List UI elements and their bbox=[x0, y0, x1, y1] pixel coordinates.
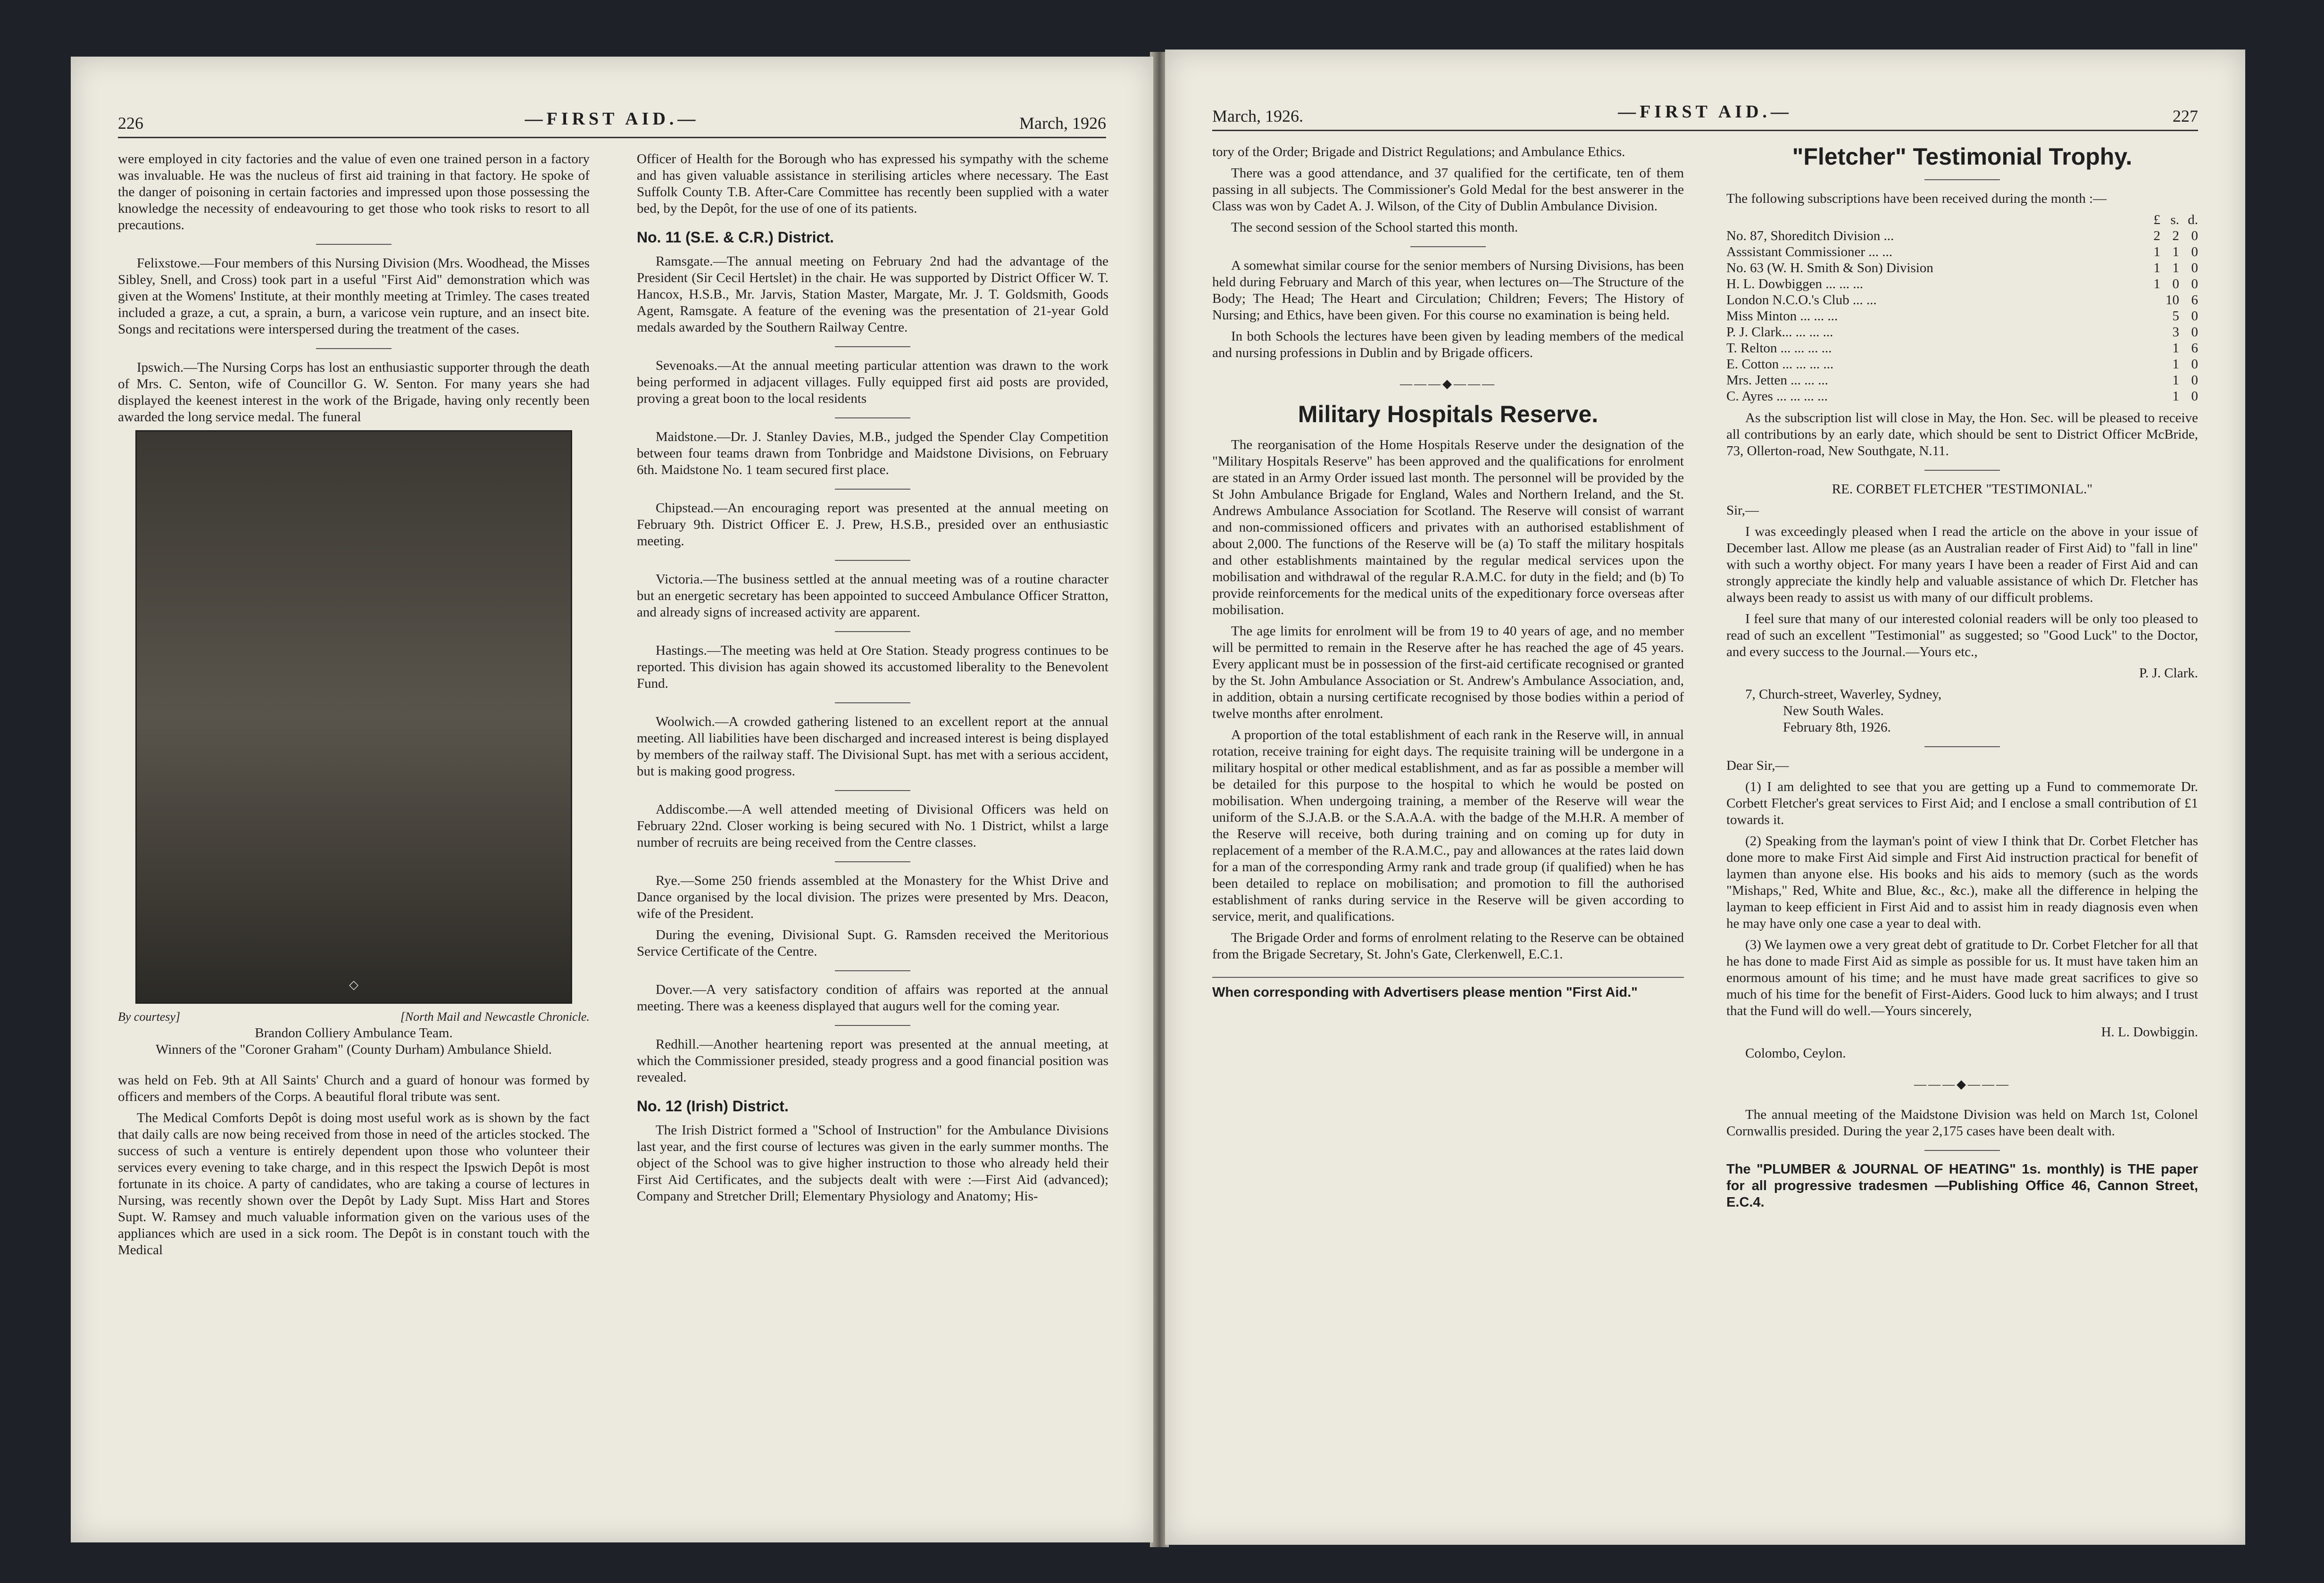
paragraph-chipstead: Chipstead.—An encouraging report was presented at the annual meeting on February 9th. District Officer E. J. Prew, H.S.B., presided over an enthusiastic meeting. bbox=[637, 500, 1108, 549]
subscription-row bbox=[1726, 244, 2198, 260]
right-column-2 bbox=[1726, 144, 2198, 1216]
amount-pence: 0 bbox=[2191, 308, 2198, 324]
paragraph-irish-district: The Irish District formed a "School of Instruction" for the Ambulance Divisions last year, and the first course of lectures was given in the early summer months. The object of the School was to give higher instruction to those who already held their First Aid Certificates, and the subjects dealt with were :—First Aid (advanced); Company and Stretcher Drill; Elementary Physiology and Anatomy; His- bbox=[637, 1123, 1108, 1204]
subscription-row bbox=[1726, 340, 2198, 356]
amount-pounds: 1 bbox=[2153, 260, 2160, 275]
subscriber-name: Asssistant Commissioner ... ... bbox=[1726, 244, 1893, 259]
masthead: —FIRST AID.— bbox=[525, 109, 700, 129]
subscription-row bbox=[1726, 260, 2198, 276]
article-title: "Fletcher" Testimonial Trophy. bbox=[1792, 143, 2132, 170]
amount-pence: 0 bbox=[2191, 389, 2198, 404]
table-header-row bbox=[1726, 212, 2198, 228]
paragraph-redhill: Redhill.—Another heartening report was presented at the annual meeting, at which the Commissioner presided, steady progress and a good financial position was revealed. bbox=[637, 1037, 1108, 1085]
amount-pence: 0 bbox=[2191, 260, 2198, 275]
amount-pounds bbox=[2141, 372, 2160, 388]
amount-shillings: 2 bbox=[2172, 228, 2179, 243]
subscriber-name: P. J. Clark... ... ... ... bbox=[1726, 325, 1833, 340]
paragraph: The second session of the School started this month. bbox=[1231, 220, 1518, 235]
left-page bbox=[71, 57, 1153, 1542]
subscription-row bbox=[1726, 324, 2198, 340]
amount-shillings: 1 bbox=[2172, 389, 2179, 404]
subscriber-name: No. 87, Shoreditch Division ... bbox=[1726, 228, 1894, 243]
paragraph-rye: Rye.—Some 250 friends assembled at the Monastery for the Whist Drive and Dance organised by the local division. The prizes were presented by Mrs. Deacon, wife of the President. bbox=[637, 873, 1108, 921]
divider bbox=[835, 417, 910, 418]
team-photograph bbox=[135, 430, 572, 1004]
paragraph-woolwich: Woolwich.—A crowded gathering listened to an excellent report at the annual meeting. All liabilities have been discharged and increased interest is being displayed by members of the railway staff. The Divisional Supt. has met with a serious accident, but is making good progress. bbox=[637, 714, 1109, 779]
photo-caption-subtitle: Winners of the "Coroner Graham" (County Durham) Ambulance Shield. bbox=[156, 1042, 552, 1057]
amount-shillings: 1 bbox=[2172, 357, 2179, 372]
paragraph: There was a good attendance, and 37 qualified for the certificate, ten of them passing in all subjects. The Commissioner's Gold Medal for the best answerer in the Class was won by Cadet A. J. Wilson, of the City of Dublin Ambulance Division. bbox=[1212, 166, 1684, 214]
letter-address: New South Wales. bbox=[1783, 703, 1884, 718]
divider bbox=[835, 861, 910, 862]
divider bbox=[835, 560, 910, 561]
letter-address: 7, Church-street, Waverley, Sydney, bbox=[1745, 687, 1942, 702]
amount-shillings: 3 bbox=[2172, 325, 2179, 340]
paragraph-maidstone: Maidstone.—Dr. J. Stanley Davies, M.B., judged the Spender Clay Competition between four teams drawn from Tonbridge and Maidstone Divisions, on February 6th. Maidstone No. 1 team secured first place. bbox=[637, 429, 1108, 477]
letter-salutation: Sir,— bbox=[1726, 503, 1759, 518]
paragraph-ramsgate: Ramsgate.—The annual meeting on February 2nd had the advantage of the President (Sir Cecil Hertslet) in the chair. He was supported by District Officer W. T. Hancox, H.S.B., Mr. Jarvis, Station Master, Margate, Mr. J. T. Goldsmith, Goods Agent, Ramsgate. A feature of the evening was the presentation of 21-year Gold medals awarded by the Southern Railway Centre. bbox=[637, 254, 1108, 335]
paragraph-rye-continued: During the evening, Divisional Supt. G. Ramsden received the Meritorious Service Certificate of the Centre. bbox=[637, 927, 1108, 959]
divider bbox=[316, 244, 391, 245]
amount-pounds bbox=[2141, 308, 2160, 324]
paragraph: A somewhat similar course for the senior members of Nursing Divisions, has been held during February and March of this year, when lectures on—The Structure of the Body; The Head; The Heart and Circulation; Children; Fevers; The History of Nursing; and Ethics, have been given. For this course no examination is being held. bbox=[1212, 258, 1684, 323]
right-page-header bbox=[1212, 97, 2198, 131]
subscription-row bbox=[1726, 388, 2198, 404]
amount-pence: 0 bbox=[2191, 325, 2198, 340]
amount-pence: 6 bbox=[2191, 341, 2198, 356]
issue-date: March, 1926. bbox=[1212, 107, 1303, 125]
letter-place: Colombo, Ceylon. bbox=[1745, 1046, 1846, 1061]
amount-shillings: 1 bbox=[2172, 260, 2179, 275]
paragraph-dover: Dover.—A very satisfactory condition of affairs was reported at the annual meeting. There was a keeness displayed that augurs well for the coming year. bbox=[637, 982, 1108, 1014]
paragraph: Officer of Health for the Borough who has expressed his sympathy with the scheme and has given valuable assistance in sterilising articles where necessary. The East Suffolk County T.B. After-Care Committee has recently been supplied with a water bed, by the Depôt, for the use of one of its patients. bbox=[637, 151, 1108, 216]
subscriber-name: No. 63 (W. H. Smith & Son) Division bbox=[1726, 260, 1933, 275]
amount-shillings: 0 bbox=[2172, 276, 2179, 292]
amount-shillings: 1 bbox=[2172, 341, 2179, 356]
amount-pounds bbox=[2141, 292, 2160, 308]
amount-pence: 0 bbox=[2191, 357, 2198, 372]
paragraph-addiscombe: Addiscombe.—A well attended meeting of Divisional Officers was held on February 22nd. Closer working is being secured with No. 1 District, whilst a large number of recruits are being received from the Centre classes. bbox=[637, 802, 1108, 850]
masthead: —FIRST AID.— bbox=[1618, 102, 1792, 122]
amount-pounds: 2 bbox=[2153, 228, 2160, 243]
paragraph-sevenoaks: Sevenoaks.—At the annual meeting particular attention was drawn to the work being performed in adjacent villages. Fully equipped first aid posts are provided, proving a great boon to the local residents bbox=[637, 358, 1108, 406]
amount-pence: 0 bbox=[2191, 276, 2198, 292]
letter-signature: H. L. Dowbiggin. bbox=[2101, 1025, 2198, 1040]
paragraph-depot: The Medical Comforts Depôt is doing most useful work as is shown by the fact that daily calls are now being received from those in need of the articles stocked. The success of such a venture is entirely dependent upon those who volunteer their services every evening to take charge, and in this respect the Ipswich Depôt is most fortunate in its choice. A party of candidates, who are taking a course of lectures in Nursing, was recently shown over the Depôt by Lady Supt. Miss Hart and Stores Supt. W. Ramsey and much valuable information given on the various uses of the appliances which are used in a sick room. The Depôt is in constant touch with the Medical bbox=[118, 1110, 590, 1258]
left-column-2 bbox=[637, 151, 1108, 1209]
paragraph: I feel sure that many of our interested colonial readers will be only too pleased to read of such an excellent "Testimonial" as suggested; so "Good Luck" to the Doctor, and every success to the Journal.—Yours etc., bbox=[1726, 611, 2198, 659]
amount-shillings: 5 bbox=[2172, 308, 2179, 324]
subscription-row bbox=[1726, 292, 2198, 308]
paragraph-maidstone-note: The annual meeting of the Maidstone Division was held on March 1st, Colonel Cornwallis presided. During the year 2,175 cases have been dealt with. bbox=[1726, 1107, 2198, 1139]
advertisement: The "PLUMBER & JOURNAL OF HEATING" 1s. monthly) is THE paper for all progressive tradesmen —Publishing Office 46, Cannon Street, E.C.4. bbox=[1726, 1162, 2198, 1210]
divider bbox=[835, 790, 910, 791]
section-heading: No. 11 (S.E. & C.R.) District. bbox=[637, 229, 834, 246]
subscription-row bbox=[1726, 372, 2198, 388]
subscriber-name: H. L. Dowbiggen ... ... ... bbox=[1726, 276, 1863, 292]
amount-shillings: 1 bbox=[2172, 373, 2179, 388]
amount-pounds bbox=[2141, 340, 2160, 356]
paragraph: As the subscription list will close in May, the Hon. Sec. will be pleased to receive all contributions by an early date, which should be sent to District Officer McBride, 73, Ollerton-road, New Southgate, N.11. bbox=[1726, 410, 2198, 458]
paragraph: A proportion of the total establishment of each rank in the Reserve will, in annual rotation, receive training for eight days. The requisite training will be undergone in a military hospital or other medical establishment, and as far as possible a member will be detailed for this purpose to the hospital to which he would be posted on mobilisation. When undergoing training, a member of the Reserve will wear the uniform of the S.J.A.B. or the S.A.A.A. with the badge of the M.H.R. A member of the Reserve will receive, both during training and on coming up for duty in replacement of a member of the R.A.M.C., pay and allowances at the rates laid down for a man of the corresponding Army rank and trade group (if qualified) when he has been detailed to replace on mobilisation; and promotion to fill the authorised establishment of ranks during service in the Reserve will be given according to service, merit, and qualifications. bbox=[1212, 727, 1684, 924]
divider bbox=[1924, 1150, 2000, 1151]
divider bbox=[835, 346, 910, 347]
divider bbox=[1924, 470, 2000, 471]
amount-pounds: 1 bbox=[2153, 276, 2160, 292]
subscriber-name: Miss Minton ... ... ... bbox=[1726, 308, 1838, 324]
amount-pounds: 1 bbox=[2153, 244, 2160, 259]
divider bbox=[835, 970, 910, 971]
paragraph: I was exceedingly pleased when I read the article on the above in your issue of December last. Allow me please (as an Australian reader of First Aid) to "fall in line" with such a worthy object. For many years I have been a reader of First Aid and can strongly appreciate the kindly help and valuable assistance of which Dr. Fletcher has always been ready to assist us with many of our difficult problems. bbox=[1726, 524, 2198, 605]
page-number: 226 bbox=[118, 114, 143, 133]
currency-pounds: £ bbox=[2153, 212, 2160, 227]
left-column-1 bbox=[118, 151, 590, 1263]
left-page-header bbox=[118, 104, 1106, 138]
divider bbox=[835, 631, 910, 632]
amount-shillings: 10 bbox=[2166, 292, 2179, 308]
letter-salutation: Dear Sir,— bbox=[1726, 758, 1789, 773]
divider bbox=[1410, 246, 1486, 247]
subscription-row bbox=[1726, 228, 2198, 244]
amount-pence: 0 bbox=[2191, 228, 2198, 243]
divider bbox=[316, 348, 391, 349]
issue-date: March, 1926 bbox=[1019, 114, 1106, 133]
paragraph: The following subscriptions have been received during the month :— bbox=[1726, 191, 2107, 206]
paragraph-victoria: Victoria.—The business settled at the annual meeting was of a routine character but an energetic secretary has been appointed to succeed Ambulance Officer Stratton, and already signs of increased activity are apparent. bbox=[637, 572, 1108, 620]
subscriber-name: Mrs. Jetten ... ... ... bbox=[1726, 373, 1828, 388]
paragraph: were employed in city factories and the value of even one trained person in a factory was invaluable. He was the nucleus of first aid training in that factory. He spoke of the danger of poisoning in certain factories and impressed upon those possessing the knowledge the necessity of endeavouring to get those who took risks to resort to all precautions. bbox=[118, 151, 590, 233]
photo-placeholder: ◇ bbox=[349, 977, 358, 991]
paragraph-hastings: Hastings.—The meeting was held at Ore Station. Steady progress continues to be reported. This division has again showed its accustomed liberality to the Benevolent Fund. bbox=[637, 643, 1108, 691]
amount-pounds bbox=[2141, 356, 2160, 372]
paragraph: (2) Speaking from the layman's point of view I think that Dr. Corbet Fletcher has done more to make First Aid simple and First Aid instruction practical for benefit of laymen than anyone else. His books and his aids to memory (such as the words "Mishaps," Red, White and Blue, &c., &c.), make all the difference in helping the layman to keep efficient in First Aid and to assist him in ready diagnosis even when he may have only one case a year to deal with. bbox=[1726, 833, 2198, 931]
article-title: Military Hospitals Reserve. bbox=[1298, 401, 1599, 427]
amount-shillings: 1 bbox=[2172, 244, 2179, 259]
photo-caption-title: Brandon Colliery Ambulance Team. bbox=[255, 1025, 453, 1041]
divider bbox=[835, 1025, 910, 1026]
section-heading: No. 12 (Irish) District. bbox=[637, 1098, 789, 1115]
paragraph: The reorganisation of the Home Hospitals Reserve under the designation of the "Military Hospitals Reserve" has been approved and the qualifications for enrolment are stated in an Army Order issued last month. The personnel will be provided by the St John Ambulance Brigade for England, Wales and Northern Ireland, and the St. Andrews Ambulance Association for Scotland. The Reserve will consist of warrant and non-commissioned officers and privates with an authorised establishment of about 2,000. The functions of the Reserve will be (a) To staff the military hospitals and other establishments maintained by the regular medical services upon the mobilisation and withdrawal of the regular R.A.M.C. for duty in the field; and (b) To provide reinforcements for the medical units of the expeditionary force overseas after mobilisation. bbox=[1212, 437, 1684, 617]
subscription-row bbox=[1726, 308, 2198, 324]
letter-title: RE. CORBET FLETCHER "TESTIMONIAL." bbox=[1832, 482, 2093, 497]
divider bbox=[835, 489, 910, 490]
subscription-row bbox=[1726, 276, 2198, 292]
subscriber-name: T. Relton ... ... ... ... bbox=[1726, 341, 1832, 356]
amount-pounds bbox=[2141, 324, 2160, 340]
amount-pence: 0 bbox=[2191, 373, 2198, 388]
amount-pence: 6 bbox=[2191, 292, 2198, 308]
amount-pence: 0 bbox=[2191, 244, 2198, 259]
right-column-1 bbox=[1212, 144, 1684, 1006]
paragraph: tory of the Order; Brigade and District Regulations; and Ambulance Ethics. bbox=[1212, 144, 1625, 159]
letter-date: February 8th, 1926. bbox=[1783, 720, 1891, 735]
paragraph: was held on Feb. 9th at All Saints' Church and a guard of honour was formed by officers and members of the Corps. A beautiful floral tribute was sent. bbox=[118, 1073, 590, 1104]
divider bbox=[1924, 746, 2000, 747]
paragraph-felixstowe: Felixstowe.—Four members of this Nursing Division (Mrs. Woodhead, the Misses Sibley, Snell, and Cross) took part in a useful "First Aid" demonstration which was given at the Womens' Institute, at their monthly meeting at Trimley. The cases treated included a graze, a cut, a sprain, a burn, a varicose vein rupture, and an insect bite. Songs and recitations were interspersed during the treatment of the cases. bbox=[118, 256, 590, 337]
amount-pounds bbox=[2141, 388, 2160, 404]
currency-shillings: s. bbox=[2170, 212, 2179, 227]
currency-pence: d. bbox=[2188, 212, 2198, 227]
photo-credit-right: [North Mail and Newcastle Chronicle. bbox=[400, 1010, 590, 1024]
photo-credit bbox=[118, 1008, 590, 1025]
paragraph: In both Schools the lectures have been given by leading members of the medical and nursing professions in Dublin and by Brigade officers. bbox=[1212, 329, 1684, 360]
subscriber-name: E. Cotton ... ... ... ... bbox=[1726, 357, 1834, 372]
paragraph-ipswich: Ipswich.—The Nursing Corps has lost an enthusiastic supporter through the death of Mrs. C. Senton, wife of Councillor G. W. Senton. For many years she had displayed the keenest interest in the work of the Brigade, having only recently been awarded the long service medal. The funeral bbox=[118, 360, 590, 425]
divider bbox=[835, 702, 910, 703]
page-number: 227 bbox=[2173, 107, 2198, 125]
paragraph: The age limits for enrolment will be from 19 to 40 years of age, and no member will be permitted to remain in the Reserve after he has reached the age of 45 years. Every applicant must be in possession of the first-aid certificate recognised or granted by the St. John Ambulance Association or St. Andrew's Ambulance Association, and, in addition, obtain a nursing certificate recognised by those bodies within a period of twelve months after enrolment. bbox=[1212, 624, 1684, 721]
ornamental-divider: ———◆——— bbox=[1400, 377, 1496, 391]
right-page bbox=[1165, 50, 2245, 1545]
subscriptions-table bbox=[1726, 212, 2198, 404]
letter-signature: P. J. Clark. bbox=[2139, 666, 2198, 681]
subscription-row bbox=[1726, 356, 2198, 372]
advertiser-notice: When corresponding with Advertisers please mention "First Aid." bbox=[1212, 985, 1638, 1000]
divider bbox=[1924, 179, 2000, 180]
photo-credit-left: By courtesy] bbox=[118, 1010, 181, 1024]
divider bbox=[1212, 977, 1684, 978]
paragraph: (1) I am delighted to see that you are getting up a Fund to commemorate Dr. Corbett Fletcher's great services to First Aid; and I enclose a small contribution of £1 towards it. bbox=[1726, 779, 2198, 827]
subscriber-name: London N.C.O.'s Club ... ... bbox=[1726, 292, 1877, 308]
ornamental-divider: ———◆——— bbox=[1914, 1077, 2010, 1091]
paragraph: The Brigade Order and forms of enrolment relating to the Reserve can be obtained from the Brigade Secretary, St. John's Gate, Clerkenwell, E.C.1. bbox=[1212, 930, 1684, 962]
paragraph: (3) We laymen owe a very great debt of gratitude to Dr. Corbet Fletcher for all that he has done to made First Aid as simple as possible for us. It must have taken him an enormous amount of his time; and he must have made great sacrifices to give so much of his time for the benefit of First-Aiders. Good luck to him always; and I trust that the Fund will do well.—Yours sincerely, bbox=[1726, 937, 2198, 1018]
subscriber-name: C. Ayres ... ... ... ... bbox=[1726, 389, 1828, 404]
